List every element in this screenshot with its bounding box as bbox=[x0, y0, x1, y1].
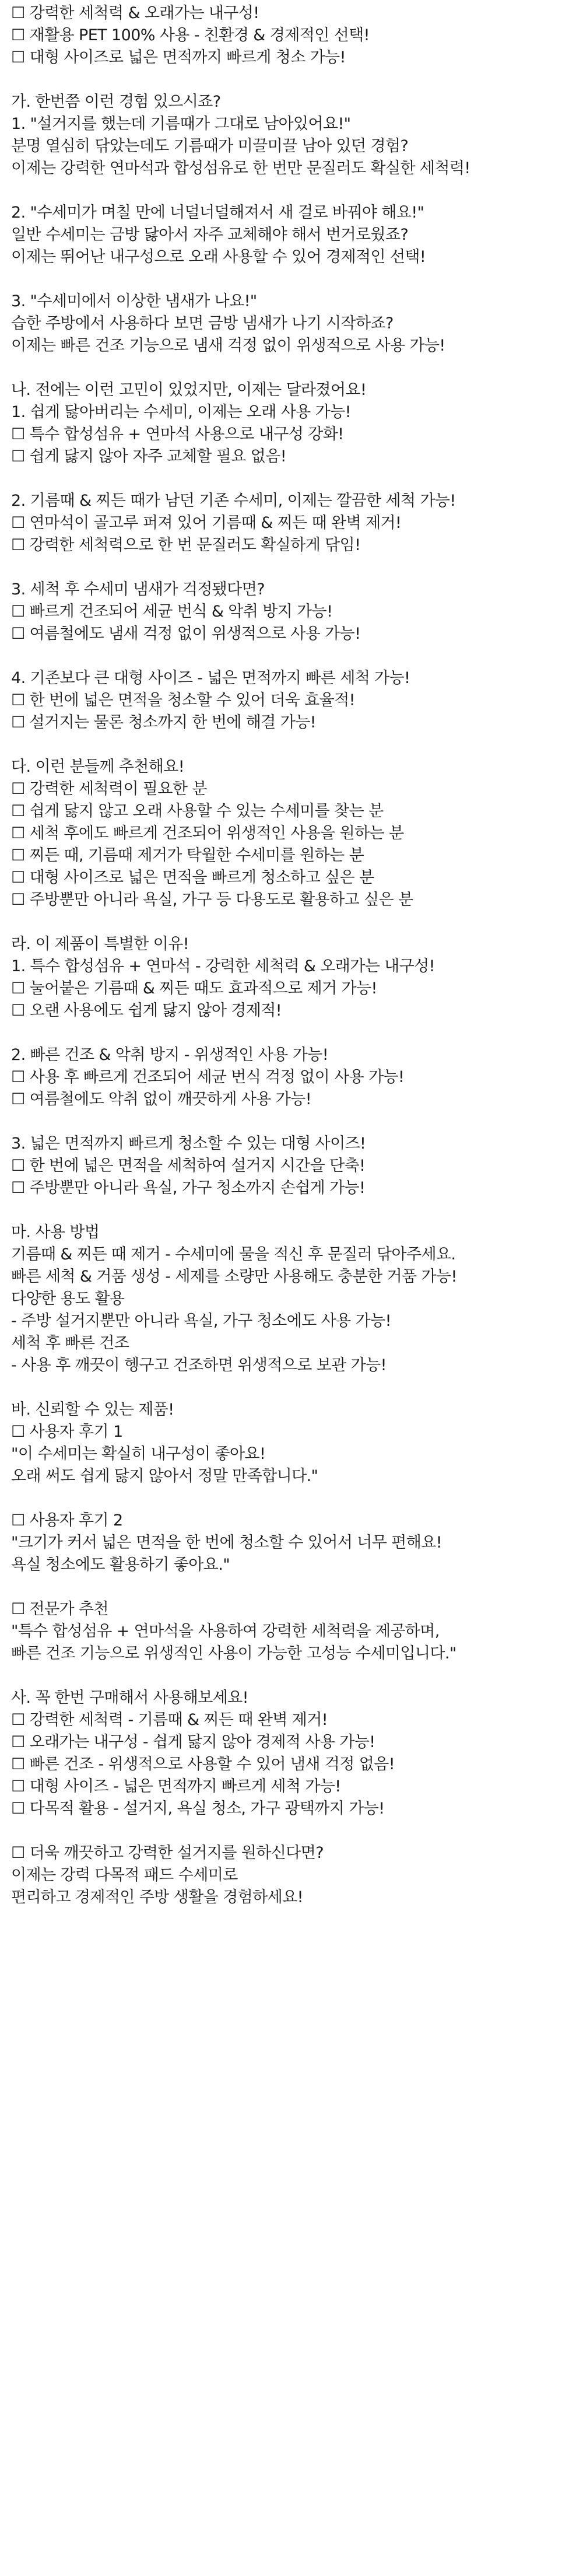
paragraph-gap bbox=[11, 1576, 583, 1598]
text-line: 3. 넓은 면적까지 빠르게 청소할 수 있는 대형 사이즈! bbox=[11, 1135, 366, 1153]
text-line: ☐ 대형 사이즈로 넓은 면적을 빠르게 청소하고 싶은 분 bbox=[11, 869, 374, 887]
text-line: 이제는 빠른 건조 기능으로 냄새 걱정 없이 위생적으로 사용 가능! bbox=[11, 337, 445, 355]
text-line: 습한 주방에서 사용하다 보면 금방 냄새가 나기 시작하죠? bbox=[11, 314, 394, 332]
text-line: ☐ 사용 후 빠르게 건조되어 세균 번식 걱정 없이 사용 가능! bbox=[11, 1068, 405, 1086]
text-line: 다양한 용도 활용 bbox=[11, 1290, 125, 1308]
text-line: "특수 합성섬유 + 연마석을 사용하여 강력한 세척력을 제공하며, bbox=[11, 1622, 440, 1640]
text-line: ☐ 사용자 후기 2 bbox=[11, 1511, 123, 1530]
text-line: ☐ 설거지는 물론 청소까지 한 번에 해결 가능! bbox=[11, 713, 316, 732]
text-line: ☐ 대형 사이즈로 넓은 면적까지 빠르게 청소 가능! bbox=[11, 48, 346, 66]
text-line: 편리하고 경제적인 주방 생활을 경험하세요! bbox=[11, 1888, 303, 1906]
text-line: 빠른 건조 기능으로 위생적인 사용이 가능한 고성능 수세미입니다." bbox=[11, 1644, 456, 1662]
text-line: 이제는 뛰어난 내구성으로 오래 사용할 수 있어 경제적인 선택! bbox=[11, 248, 426, 266]
paragraph-gap bbox=[11, 357, 583, 379]
text-line: 3. "수세미에서 이상한 냄새가 나요!" bbox=[11, 292, 257, 310]
text-line: ☐ 더욱 깨끗하고 강력한 설거지를 원하신다면? bbox=[11, 1844, 324, 1862]
text-line: 다. 이런 분들께 추천해요! bbox=[11, 758, 184, 776]
text-line: ☐ 여름철에도 냄새 걱정 없이 위생적으로 사용 가능! bbox=[11, 625, 361, 643]
paragraph-gap bbox=[11, 69, 583, 91]
text-line: ☐ 강력한 세척력 & 오래가는 내구성! bbox=[11, 4, 259, 22]
text-line: 사. 꼭 한번 구매해서 사용해보세요! bbox=[11, 1689, 248, 1707]
text-line: ☐ 오랜 사용에도 쉽게 닳지 않아 경제적! bbox=[11, 1002, 282, 1020]
text-line: ☐ 오래가는 내구성 - 쉽게 닳지 않아 경제적 사용 가능! bbox=[11, 1733, 375, 1751]
paragraph-gap bbox=[11, 734, 583, 756]
paragraph-gap bbox=[11, 645, 583, 667]
text-line: "이 수세미는 확실히 내구성이 좋아요! bbox=[11, 1445, 266, 1463]
text-line: 이제는 강력한 연마석과 합성섬유로 한 번만 문질러도 확실한 세척력! bbox=[11, 159, 470, 177]
text-line: ☐ 강력한 세척력이 필요한 분 bbox=[11, 780, 207, 798]
text-line: 오래 써도 쉽게 닳지 않아서 정말 만족합니다." bbox=[11, 1467, 318, 1485]
text-line: 마. 사용 방법 bbox=[11, 1223, 100, 1241]
text-line: ☐ 한 번에 넓은 면적을 청소할 수 있어 더욱 효율적! bbox=[11, 691, 355, 709]
paragraph-gap bbox=[11, 911, 583, 933]
paragraph-gap bbox=[11, 1022, 583, 1044]
text-line: ☐ 쉽게 닳지 않아 자주 교체할 필요 없음! bbox=[11, 447, 286, 466]
text-line: 바. 신뢰할 수 있는 제품! bbox=[11, 1401, 174, 1419]
text-line: ☐ 연마석이 골고루 퍼져 있어 기름때 & 찌든 때 완벽 제거! bbox=[11, 514, 402, 532]
text-line: 1. "설거지를 했는데 기름때가 그대로 남아있어요!" bbox=[11, 115, 351, 133]
text-line: - 주방 설거지뿐만 아니라 욕실, 가구 청소에도 사용 가능! bbox=[11, 1312, 391, 1330]
text-line: ☐ 전문가 추천 bbox=[11, 1600, 108, 1618]
text-line: ☐ 세척 후에도 빠르게 건조되어 위생적인 사용을 원하는 분 bbox=[11, 824, 404, 842]
paragraph-gap bbox=[11, 268, 583, 290]
text-line: ☐ 특수 합성섬유 + 연마석 사용으로 내구성 강화! bbox=[11, 425, 344, 443]
text-line: ☐ 강력한 세척력 - 기름때 & 찌든 때 완벽 제거! bbox=[11, 1711, 328, 1729]
text-line: 1. 쉽게 닳아버리는 수세미, 이제는 오래 사용 가능! bbox=[11, 403, 351, 421]
text-line: 2. 빠른 건조 & 악취 방지 - 위생적인 사용 가능! bbox=[11, 1046, 328, 1064]
paragraph-gap bbox=[11, 1377, 583, 1399]
text-line: ☐ 여름철에도 악취 없이 깨끗하게 사용 가능! bbox=[11, 1090, 311, 1108]
text-line: ☐ 쉽게 닳지 않고 오래 사용할 수 있는 수세미를 찾는 분 bbox=[11, 802, 384, 820]
text-line: ☐ 대형 사이즈 - 넓은 면적까지 빠르게 세척 가능! bbox=[11, 1777, 341, 1796]
text-line: 2. "수세미가 며칠 만에 너덜너덜해져서 새 걸로 바꿔야 해요!" bbox=[11, 204, 424, 222]
text-line: "크기가 커서 넓은 면적을 한 번에 청소할 수 있어서 너무 편해요! bbox=[11, 1534, 442, 1552]
text-line: ☐ 눌어붙은 기름때 & 찌든 때도 효과적으로 제거 가능! bbox=[11, 979, 377, 998]
text-line: ☐ 빠른 건조 - 위생적으로 사용할 수 있어 냄새 걱정 없음! bbox=[11, 1755, 395, 1773]
text-line: ☐ 주방뿐만 아니라 욕실, 가구 청소까지 손쉽게 가능! bbox=[11, 1179, 366, 1197]
paragraph-gap bbox=[11, 180, 583, 202]
text-line: 라. 이 제품이 특별한 이유! bbox=[11, 935, 189, 953]
text-line: 4. 기존보다 큰 대형 사이즈 - 넓은 면적까지 빠른 세척 가능! bbox=[11, 669, 410, 687]
paragraph-gap bbox=[11, 1665, 583, 1687]
text-line: - 사용 후 깨끗이 헹구고 건조하면 위생적으로 보관 가능! bbox=[11, 1356, 387, 1374]
paragraph-gap bbox=[11, 556, 583, 579]
text-line: ☐ 사용자 후기 1 bbox=[11, 1423, 123, 1441]
text-line: ☐ 찌든 때, 기름때 제거가 탁월한 수세미를 원하는 분 bbox=[11, 846, 364, 864]
text-line: 일반 수세미는 금방 닳아서 자주 교체해야 해서 번거로웠죠? bbox=[11, 226, 409, 244]
text-line: 3. 세척 후 수세미 냄새가 걱정됐다면? bbox=[11, 580, 265, 598]
paragraph-gap bbox=[11, 1199, 583, 1222]
text-line: ☐ 한 번에 넓은 면적을 세척하여 설거지 시간을 단축! bbox=[11, 1157, 366, 1175]
text-line: ☐ 재활용 PET 100% 사용 - 친환경 & 경제적인 선택! bbox=[11, 26, 370, 44]
text-line: ☐ 강력한 세척력으로 한 번 문질러도 확실하게 닦임! bbox=[11, 536, 361, 554]
text-line: ☐ 주방뿐만 아니라 욕실, 가구 등 다용도로 활용하고 싶은 분 bbox=[11, 891, 413, 909]
text-line: 가. 한번쯤 이런 경험 있으시죠? bbox=[11, 93, 221, 111]
paragraph-gap bbox=[11, 1820, 583, 1842]
text-line: 분명 열심히 닦았는데도 기름때가 미끌미끌 남아 있던 경험? bbox=[11, 137, 409, 155]
paragraph-gap bbox=[11, 1111, 583, 1133]
text-line: 빠른 세척 & 거품 생성 - 세제를 소량만 사용해도 충분한 거품 가능! bbox=[11, 1268, 457, 1286]
text-line: 욕실 청소에도 활용하기 좋아요." bbox=[11, 1556, 230, 1574]
text-line: 기름때 & 찌든 때 제거 - 수세미에 물을 적신 후 문질러 닦아주세요. bbox=[11, 1245, 456, 1264]
text-line: ☐ 빠르게 건조되어 세균 번식 & 악취 방지 가능! bbox=[11, 603, 333, 621]
text-line: 1. 특수 합성섬유 + 연마석 - 강력한 세척력 & 오래가는 내구성! bbox=[11, 957, 435, 975]
text-line: 세척 후 빠른 건조 bbox=[11, 1334, 129, 1352]
paragraph-gap bbox=[11, 1488, 583, 1510]
paragraph-gap bbox=[11, 468, 583, 490]
text-line: ☐ 다목적 활용 - 설거지, 욕실 청소, 가구 광택까지 가능! bbox=[11, 1800, 385, 1818]
text-line: 2. 기름때 & 찌든 때가 남던 기존 수세미, 이제는 깔끔한 세척 가능! bbox=[11, 492, 456, 510]
text-line: 나. 전에는 이런 고민이 있었지만, 이제는 달라졌어요! bbox=[11, 381, 367, 399]
text-line: 이제는 강력 다목적 패드 수세미로 bbox=[11, 1866, 238, 1884]
